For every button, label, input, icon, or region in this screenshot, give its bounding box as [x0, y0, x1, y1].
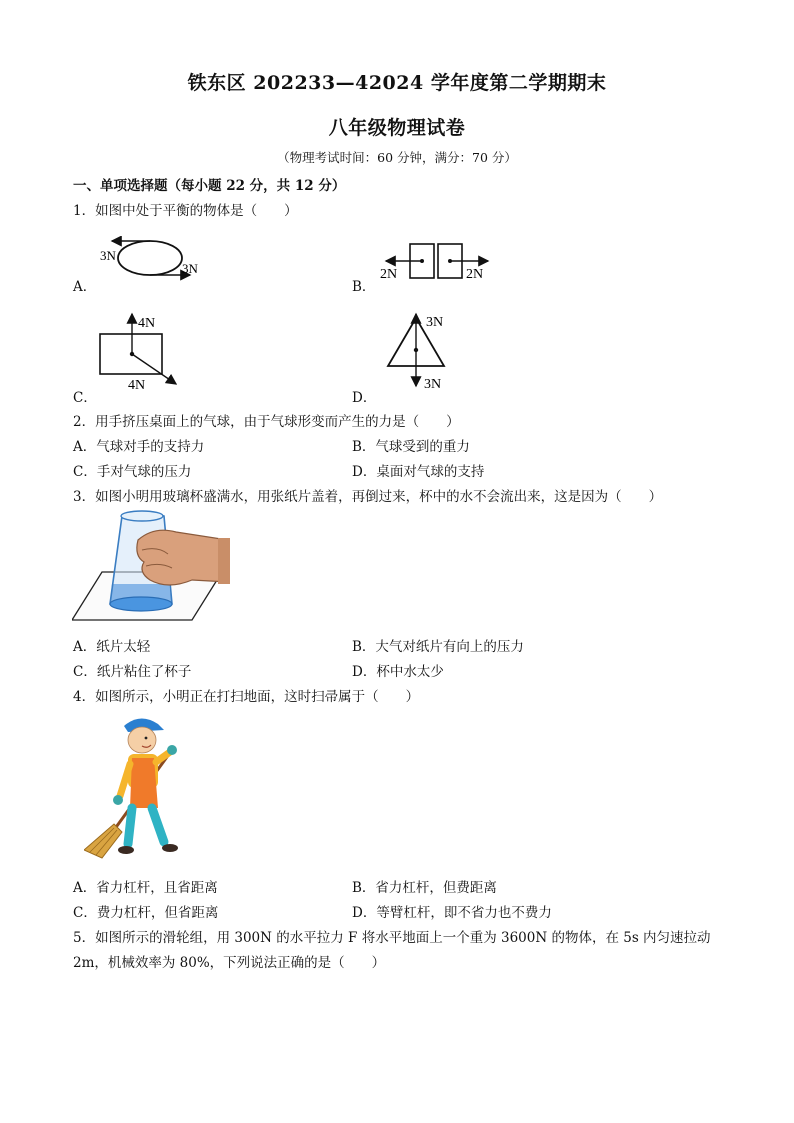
q1b-right-force-label: 2N: [466, 267, 484, 282]
q1-option-b: B．: [352, 279, 376, 295]
q3-glass-illustration: [72, 510, 232, 624]
q1-figure-b: [376, 242, 500, 282]
q4-stem: 4．如图所示，小明正在打扫地面，这时扫帚属于（ ）: [73, 689, 420, 705]
q1a-left-force-label: 3N: [100, 248, 116, 263]
q4-option-c: C．费力杠杆，但省距离: [73, 905, 219, 921]
q5-stem-line2: 2m，机械效率为 80%，下列说法正确的是（ ）: [73, 955, 386, 971]
q1d-down-force-label: 3N: [424, 377, 442, 390]
q3-option-d: D．杯中水太少: [352, 664, 444, 680]
q1-figure-c: [96, 310, 186, 390]
q2-option-a: A．气球对手的支持力: [73, 439, 205, 455]
exam-subtitle: 八年级物理试卷: [328, 117, 466, 139]
q5-stem-line1: 5．如图所示的滑轮组，用 300N 的水平拉力 F 将水平地面上一个重为 3600N 的物体，在 5s 内匀速拉动: [73, 930, 711, 946]
q1c-down-force-label: 4N: [128, 378, 146, 390]
q1a-right-force-label: 3N: [182, 261, 198, 276]
q2-option-c: C．手对气球的压力: [73, 464, 192, 480]
section-heading: 一、单项选择题（每小题 22 分，共 12 分）: [73, 178, 346, 194]
q4-sweeping-boy-illustration: [84, 712, 184, 860]
q1-option-d: D．: [352, 390, 377, 406]
q4-option-d: D．等臂杠杆，即不省力也不费力: [352, 905, 552, 921]
q1c-up-force-label: 4N: [138, 316, 156, 331]
q3-option-a: A．纸片太轻: [73, 639, 151, 655]
q3-stem: 3．如图小明用玻璃杯盛满水，用张纸片盖着，再倒过来，杯中的水不会流出来，这是因为（ ）: [73, 489, 663, 505]
q1-option-c: C．: [73, 390, 97, 406]
q2-option-b: B．气球受到的重力: [352, 439, 470, 455]
q2-stem: 2．用手挤压桌面上的气球，由于气球形变而产生的力是（ ）: [73, 414, 460, 430]
q1-stem: 1．如图中处于平衡的物体是（ ）: [73, 203, 298, 219]
q1-figure-a: [98, 236, 210, 282]
q1b-left-force-label: 2N: [380, 267, 398, 282]
q1d-up-force-label: 3N: [426, 315, 444, 330]
q2-option-d: D．桌面对气球的支持: [352, 464, 485, 480]
exam-info: （物理考试时间：60 分钟，满分：70 分）: [277, 150, 517, 165]
q1-figure-d: [382, 310, 472, 390]
q3-option-b: B．大气对纸片有向上的压力: [352, 639, 524, 655]
exam-title: 铁东区 202233—42024 学年度第二学期期末: [187, 72, 607, 94]
q3-option-c: C．纸片粘住了杯子: [73, 664, 192, 680]
q4-option-b: B．省力杠杆，但费距离: [352, 880, 497, 896]
q1-option-a: A．: [73, 279, 97, 295]
q4-option-a: A．省力杠杆，且省距离: [73, 880, 218, 896]
